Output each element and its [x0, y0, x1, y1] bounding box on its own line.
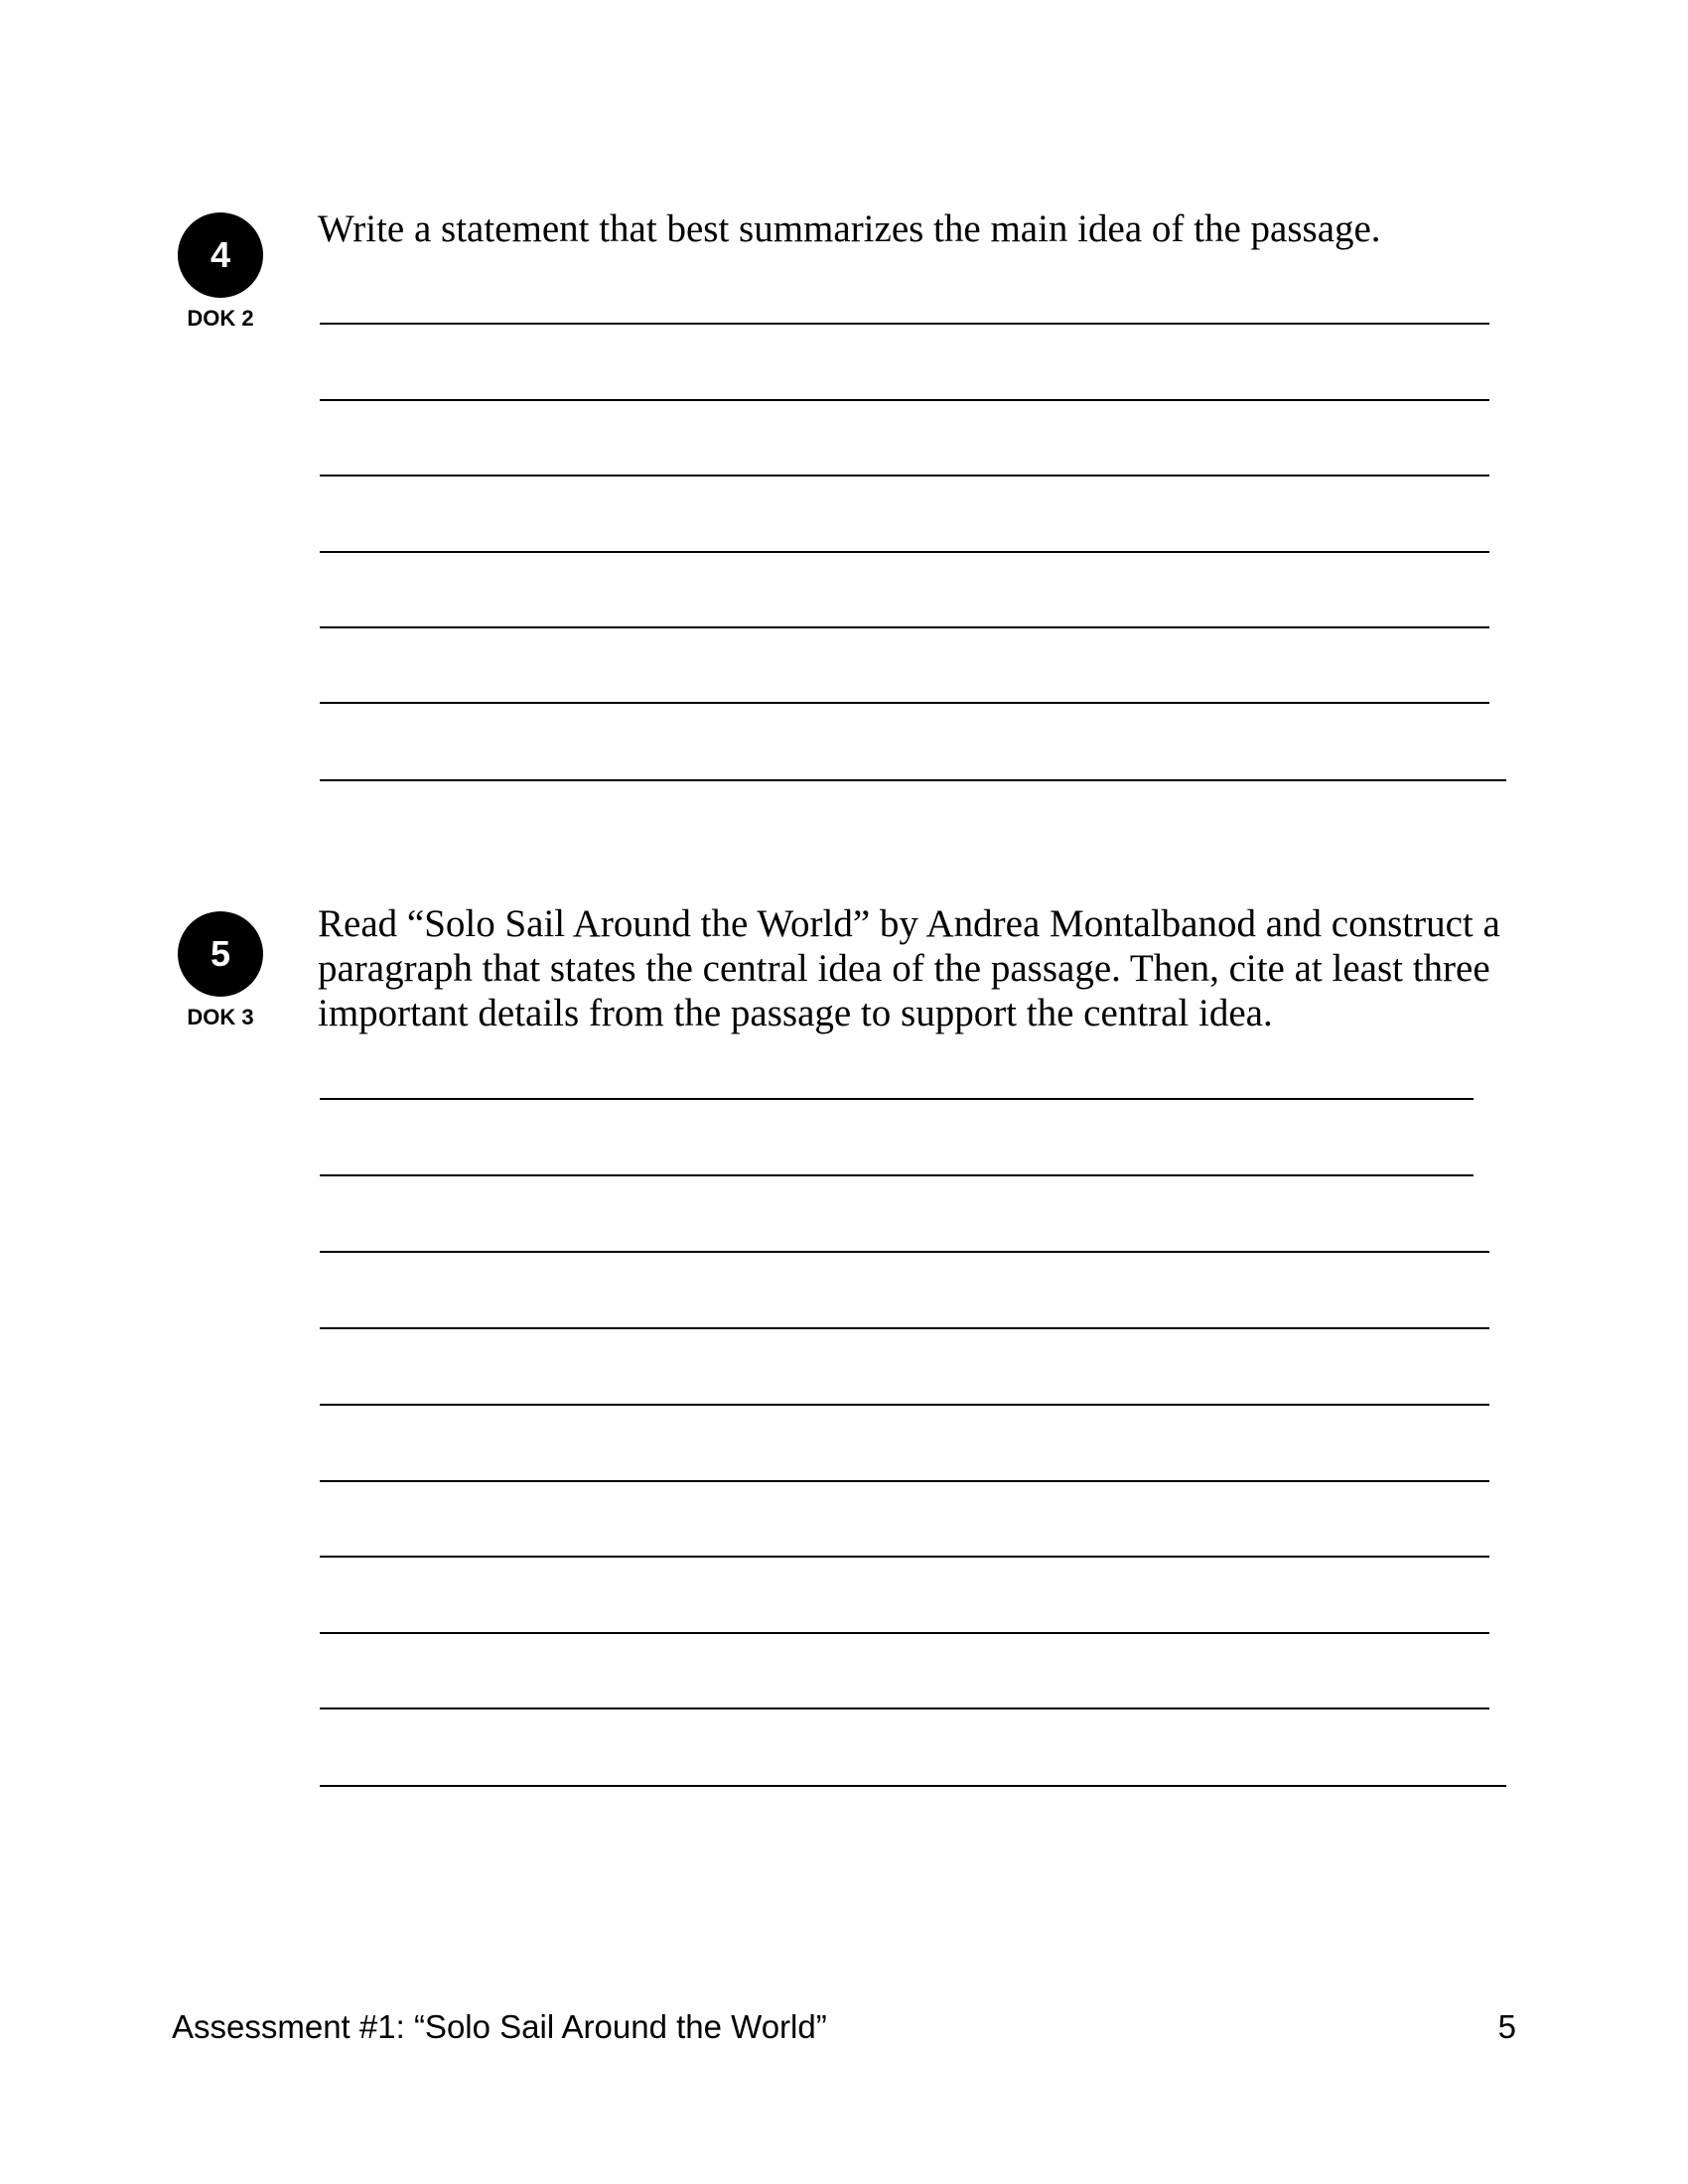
answer-line[interactable]	[320, 1251, 1489, 1253]
answer-line[interactable]	[320, 702, 1489, 704]
answer-line[interactable]	[320, 1404, 1489, 1406]
answer-line[interactable]	[320, 323, 1489, 325]
answer-line[interactable]	[320, 1556, 1489, 1558]
answer-line[interactable]	[320, 399, 1489, 401]
answer-line[interactable]	[320, 1174, 1474, 1176]
answer-line[interactable]	[320, 1632, 1489, 1634]
answer-line[interactable]	[320, 779, 1506, 781]
question-number-badge: 4	[178, 212, 263, 298]
answer-line[interactable]	[320, 551, 1489, 553]
dok-level-label: DOK 2	[187, 306, 254, 331]
answer-line[interactable]	[320, 1327, 1489, 1329]
answer-line[interactable]	[320, 1098, 1474, 1100]
footer-title: Assessment #1: “Solo Sail Around the World”	[172, 2008, 827, 2045]
answer-line[interactable]	[320, 1480, 1489, 1482]
answer-line[interactable]	[320, 475, 1489, 477]
answer-line[interactable]	[320, 626, 1489, 628]
dok-level-label: DOK 3	[187, 1005, 254, 1029]
question-number-badge: 5	[178, 911, 263, 997]
answer-line[interactable]	[320, 1707, 1489, 1709]
page-number: 5	[1497, 2008, 1516, 2045]
question-prompt: Write a statement that best summarizes the main idea of the passage.	[318, 207, 1381, 250]
question-prompt: Read “Solo Sail Around the World” by Andrea Montalbanod and construct a paragraph that states the central idea of the passage. Then, cite at least three important details from the passage to support the central idea.	[318, 902, 1500, 1034]
answer-line[interactable]	[320, 1785, 1506, 1787]
